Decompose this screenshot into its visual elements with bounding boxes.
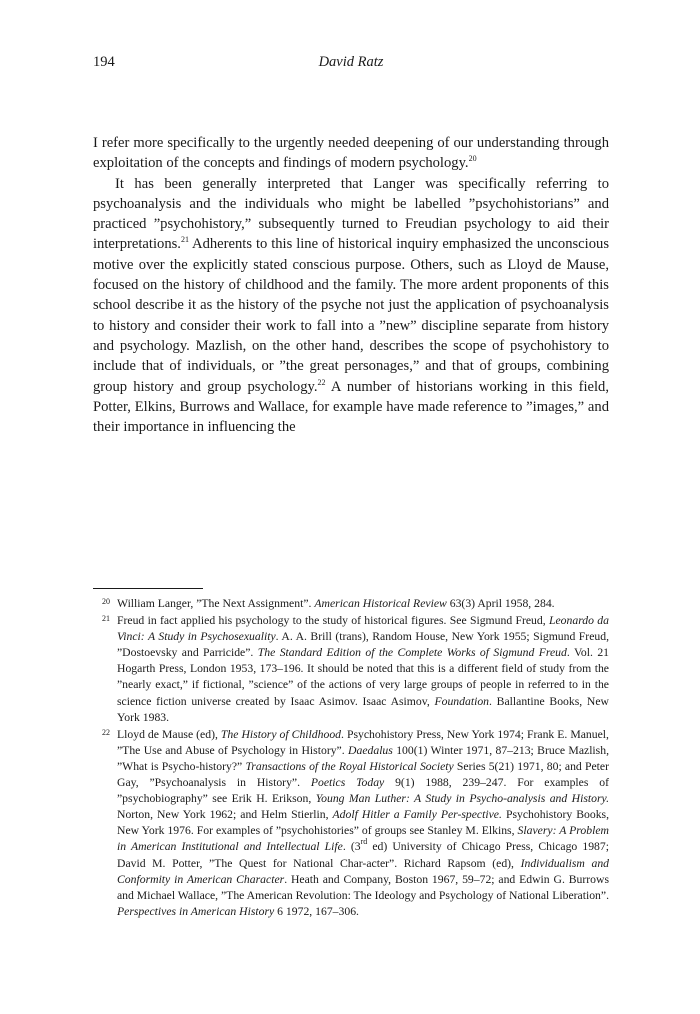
footnote-text: Freud in fact applied his psychology to the study of historical figures. See Sigmund Freud, xyxy=(117,614,549,628)
footnote-21 xyxy=(93,613,609,726)
body-text xyxy=(93,133,609,437)
footnote-rule xyxy=(93,588,203,589)
paragraph-2-sentence-2: Adherents to this line of historical inquiry emphasized the unconscious motive over the explicitly stated conscious purpose. Others, such as Lloyd de Mause, focused on the history of childhood and the family. The more ardent proponents of this school describe it as the history of the psyche not just the application of psychoanalysis to history and consider their work to fall into a ”new” discipline separate from history and psychology. Mazlish, on the other hand, describes the scope of psychohistory to include that of individuals, or ”the great personages,” and that of groups, combining group history and group psychology. xyxy=(93,236,609,395)
footnote-title: The History of Childhood xyxy=(220,727,342,741)
footnote-text: . (3 xyxy=(342,840,361,854)
footnote-text: 100(1) Winter 1971, 87–213; Bruce Mazlish, ”What is Psycho-history?” xyxy=(117,743,609,773)
footnote-title: Perspectives in American History xyxy=(117,904,275,918)
page-header xyxy=(93,54,609,74)
footnote-text: Norton, New York 1962; and Helm Stierlin, xyxy=(117,808,333,822)
paragraph-2 xyxy=(93,174,609,438)
footnote-title: Foundation xyxy=(434,694,490,708)
footnote-title: The Standard Edition of the Complete Works of Sigmund Freud xyxy=(257,646,567,660)
footnote-ref-21[interactable]: 21 xyxy=(180,235,189,245)
footnote-title: Poetics Today xyxy=(310,776,385,790)
footnote-text: . Psychohistory Press, New York 1974; Frank E. Manuel, ”The Use and Abuse of Psychology in History”. xyxy=(117,727,609,757)
footnote-number: 22 xyxy=(102,727,110,737)
footnote-number: 21 xyxy=(102,614,110,624)
footnote-ref-20[interactable]: 20 xyxy=(468,154,477,164)
footnote-20 xyxy=(93,596,609,612)
running-head: David Ratz xyxy=(318,54,384,70)
footnote-title: Adolf Hitler a Family Per-spective. xyxy=(332,808,502,822)
paragraph-1-text: I refer more specifically to the urgently needed deepening of our understanding through exploitation of the concepts and findings of modern psychology. xyxy=(93,135,609,172)
footnote-title: Young Man Luther: A Study in Psycho-analysis and History. xyxy=(315,792,609,806)
paragraph-2-sentence-3: A number of historians working in this field, Potter, Elkins, Burrows and Wallace, for example have made reference to ”images,” and their importance in influencing the xyxy=(93,378,609,436)
footnote-text: ed) University of Chicago Press, Chicago 1987; David M. Potter, ”The Quest for National Char-acter”. Richard Rapsom (ed), xyxy=(117,840,609,870)
footnote-title: Leonardo da Vinci: A Study in Psychosexuality xyxy=(117,614,609,644)
footnote-text: 9(1) 1988, 239–247. For examples of ”psychobiography” see Erik H. Erikson, xyxy=(117,776,609,806)
footnote-text: William Langer, ”The Next Assignment”. xyxy=(117,597,315,610)
footnote-title: Slavery: A Problem in American Institutional and Intellectual Life xyxy=(117,824,609,854)
footnotes xyxy=(93,596,609,921)
footnote-text: . Heath and Company, Boston 1967, 59–72; and Edwin G. Burrows and Michael Wallace, ”The American Revolution: The Ideology and Psychology of National Liberation”. xyxy=(117,872,609,902)
footnote-title: American Historical Review xyxy=(314,597,447,610)
footnote-text: . Vol. 21 Hogarth Press, London 1953, 173–196. It should be noted that this is a different field of study from the ”nearly exact,” if fictional, ”science” of the actions of very large groups of people in referred to in the science fiction universe created by Isaac Asimov. Isaac Asimov, xyxy=(117,646,610,708)
ordinal-suffix: rd xyxy=(360,837,368,847)
footnote-title: Daedalus xyxy=(348,743,393,757)
footnote-ref-22[interactable]: 22 xyxy=(317,377,326,387)
footnote-text: Series 5(21) 1971, 80; and Peter Gay, ”Psychoanalysis in History”. xyxy=(117,759,610,790)
footnote-number: 20 xyxy=(102,597,110,606)
footnote-text: 6 1972, 167–306. xyxy=(274,904,359,918)
footnote-text: Lloyd de Mause (ed), xyxy=(117,727,221,741)
footnote-title: Individualism and Conformity in American Character xyxy=(117,856,610,886)
footnote-title: Transactions of the Royal Historical Society xyxy=(245,759,454,773)
footnote-22 xyxy=(93,727,609,920)
footnote-text: . A. A. Brill (trans), Random House, New York 1955; Sigmund Freud, ”Dostoevsky and Parricide”. xyxy=(117,630,609,660)
paragraph-2-sentence-1: It has been generally interpreted that Langer was specifically referring to psychoanalysis and the individuals who might be labelled ”psychohistorians” and practiced ”psychohistory,” subsequently turned to Freudian psychology to aid their interpretations. xyxy=(93,175,609,253)
page-number: 194 xyxy=(93,54,115,70)
footnote-text: . Ballantine Books, New York 1983. xyxy=(117,694,609,724)
paragraph-1 xyxy=(93,133,609,174)
footnote-text: 63(3) April 1958, 284. xyxy=(446,597,555,610)
footnote-text: Psychohistory Books, New York 1976. For examples of ”psychohistories” of groups see Stanley M. Elkins, xyxy=(117,808,610,838)
